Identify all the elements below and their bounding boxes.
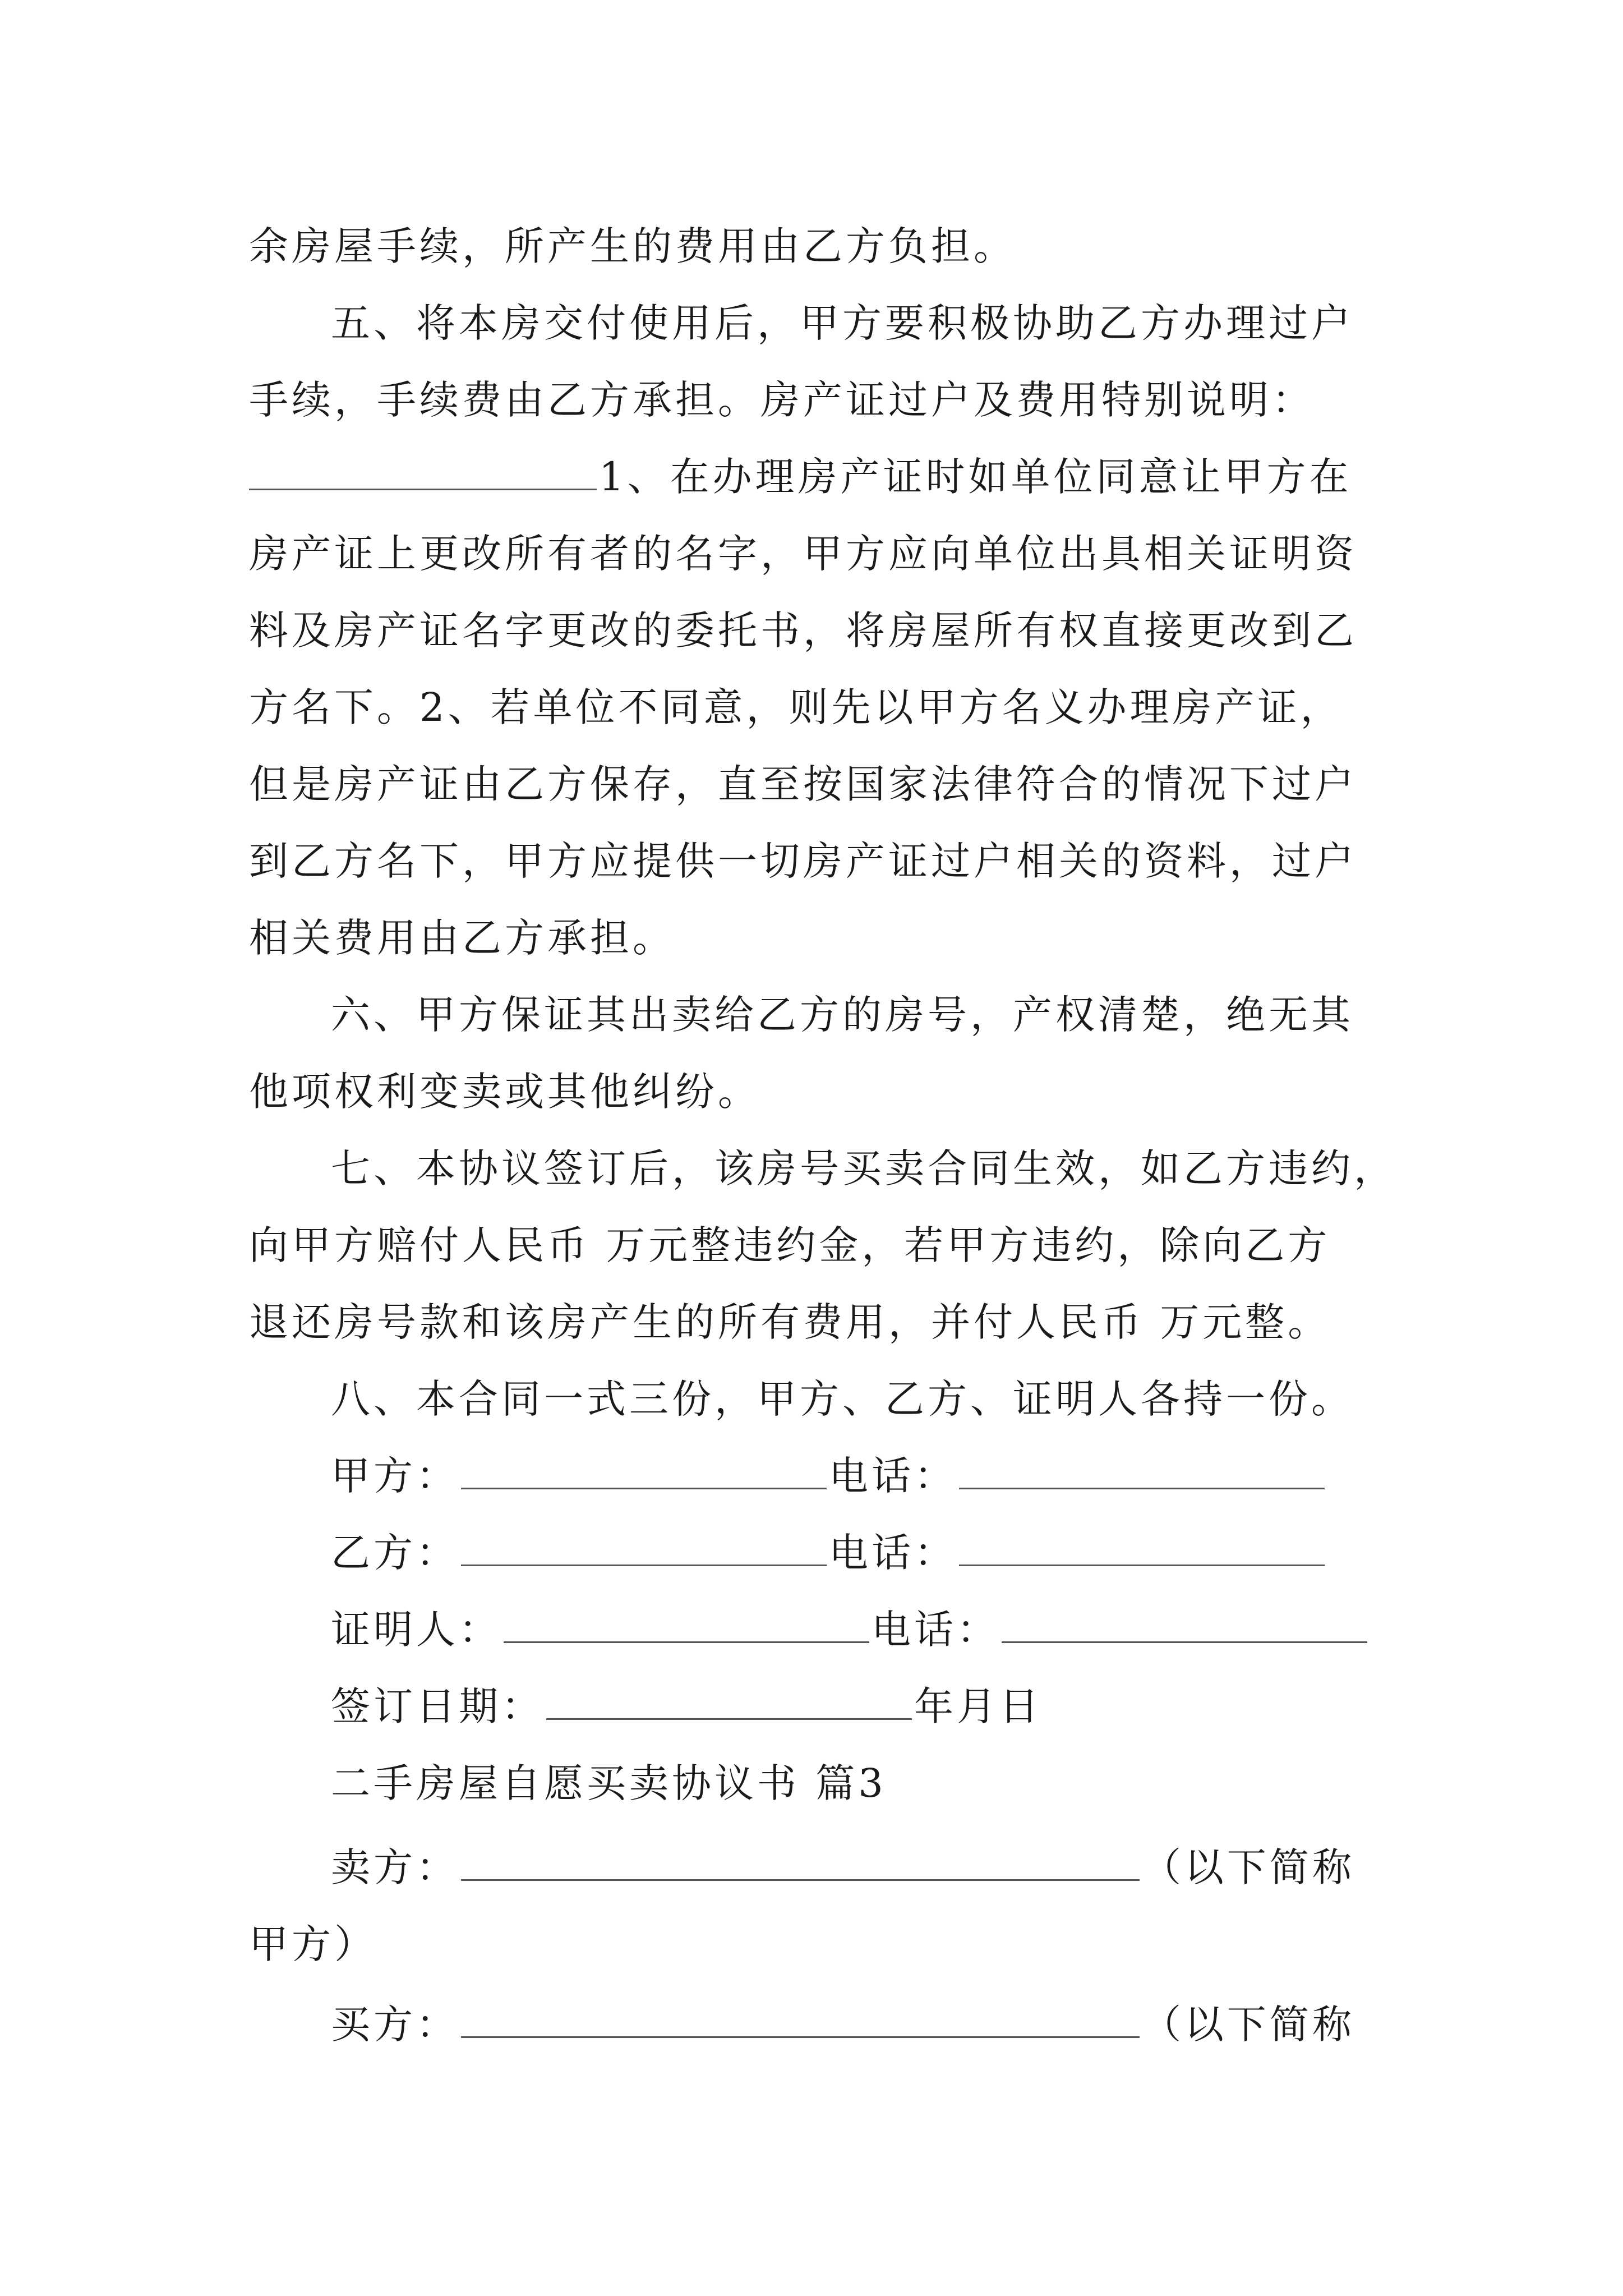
party-b-field[interactable] (461, 1530, 827, 1566)
party-a-label: 甲方： (331, 1453, 459, 1499)
seller-label: 卖方： (331, 1844, 459, 1890)
text-span: 到乙方名下，甲方应提供一切房产证过户相关的资料，过户 (249, 838, 1357, 884)
phone-label: 电话： (829, 1453, 957, 1499)
party-a-phone-field[interactable] (959, 1453, 1325, 1489)
paragraph-line (249, 822, 1357, 900)
form-row-party-b (249, 1514, 1327, 1591)
text-span: 他项权利变卖或其他纠纷。 (249, 1069, 760, 1115)
buyer-label: 买方： (331, 2001, 459, 2047)
paragraph-line (249, 1360, 1354, 1438)
paragraph-line (249, 208, 1016, 285)
paragraph-line (249, 976, 1354, 1053)
party-b-phone-field[interactable] (959, 1530, 1325, 1566)
paragraph-line (249, 1207, 1330, 1284)
text-span: 六、甲方保证其出卖给乙方的房号，产权清楚，绝无其 (331, 992, 1354, 1038)
text-span: 向甲方赔付人民币 万元整违约金，若甲方违约，除向乙方 (249, 1222, 1331, 1268)
seller-field[interactable] (461, 1844, 1140, 1881)
text-span: 甲方） (249, 1921, 377, 1967)
party-b-label: 乙方： (331, 1530, 459, 1576)
paragraph-line (249, 1283, 1330, 1361)
form-row-party-a (249, 1437, 1327, 1515)
witness-phone-field[interactable] (1002, 1607, 1367, 1643)
paragraph-line (249, 438, 1352, 516)
buyer-row (249, 1986, 1355, 2063)
paragraph-line (249, 515, 1357, 592)
text-span: 五、将本房交付使用后，甲方要积极协助乙方办理过户 (331, 300, 1354, 346)
text-span: 房产证上更改所有者的名字，甲方应向单位出具相关证明资 (249, 531, 1357, 577)
paragraph-line (249, 1906, 377, 1983)
sign-date-label: 签订日期： (331, 1683, 544, 1729)
form-row-witness (249, 1591, 1370, 1668)
text-span: 八、本合同一式三份，甲方、乙方、证明人各持一份。 (331, 1376, 1354, 1422)
text-span: 料及房产证名字更改的委托书，将房屋所有权直接更改到乙 (249, 608, 1357, 654)
seller-row (249, 1829, 1355, 1906)
text-span: 但是房产证由乙方保存，直至按国家法律符合的情况下过户 (249, 761, 1357, 807)
sign-date-field[interactable] (546, 1683, 912, 1720)
paragraph-line (249, 592, 1357, 669)
paragraph-line (249, 669, 1343, 746)
text-span: 余房屋手续，所产生的费用由乙方负担。 (249, 223, 1016, 269)
text-span: 方名下。2、若单位不同意，则先以甲方名义办理房产证， (249, 684, 1343, 730)
text-span: 退还房号款和该房产生的所有费用，并付人民币 万元整。 (249, 1299, 1331, 1345)
section-title (249, 1745, 887, 1822)
paragraph-line (249, 284, 1354, 362)
witness-field[interactable] (504, 1607, 869, 1643)
blank-line (249, 454, 597, 490)
party-a-field[interactable] (461, 1453, 827, 1489)
text-span: 相关费用由乙方承担。 (249, 915, 675, 961)
section-title-text: 二手房屋自愿买卖协议书 篇3 (331, 1760, 887, 1806)
paragraph-line (249, 899, 675, 977)
paragraph-line (249, 746, 1357, 823)
text-span: 七、本协议签订后，该房号买卖合同生效，如乙方违约， (331, 1145, 1396, 1191)
seller-suffix: （以下简称 (1142, 1844, 1355, 1890)
buyer-suffix: （以下简称 (1142, 2001, 1355, 2047)
paragraph-line (249, 361, 1315, 439)
paragraph-line (249, 1130, 1396, 1207)
text-span: 手续，手续费由乙方承担。房产证过户及费用特别说明： (249, 377, 1315, 423)
date-suffix: 年月日 (914, 1683, 1042, 1729)
buyer-field[interactable] (461, 2001, 1140, 2038)
witness-label: 证明人： (331, 1607, 501, 1653)
form-row-sign-date (249, 1668, 1042, 1745)
text-span: 1、在办理房产证时如单位同意让甲方在 (599, 454, 1352, 500)
phone-label: 电话： (829, 1530, 957, 1576)
paragraph-line (249, 1053, 760, 1130)
phone-label: 电话： (872, 1607, 999, 1653)
